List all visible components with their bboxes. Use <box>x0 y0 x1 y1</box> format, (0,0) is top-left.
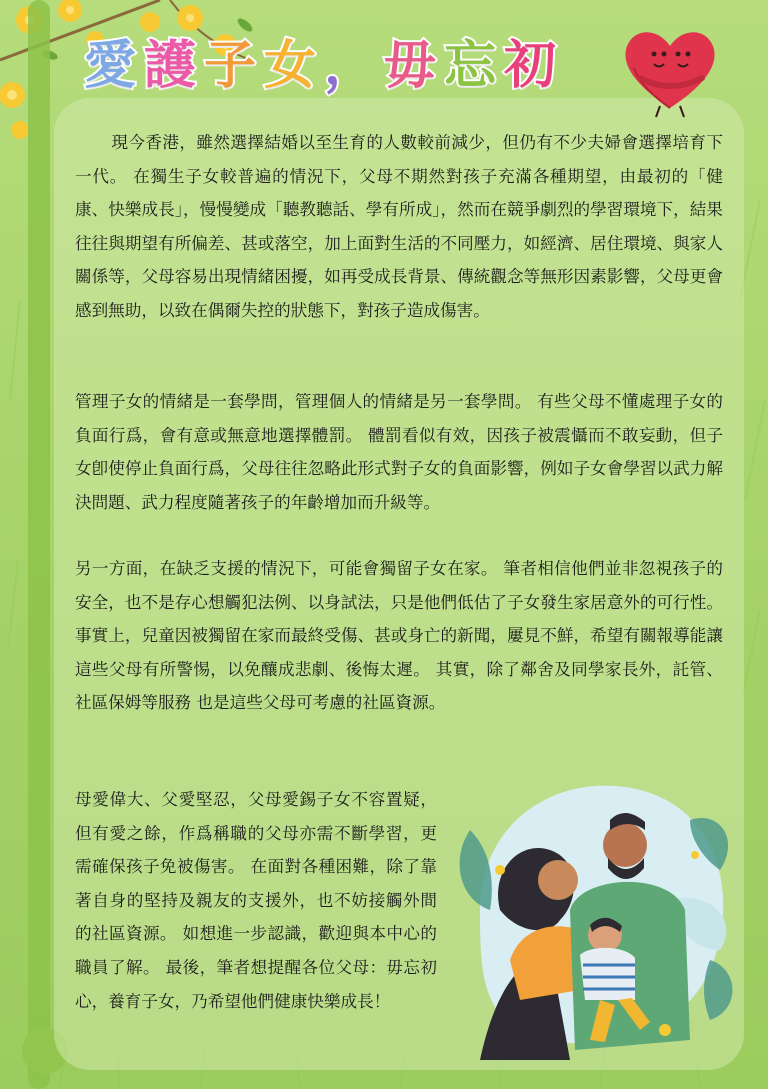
title-char: 初 <box>504 36 557 96</box>
article-paragraph-1 <box>75 126 723 328</box>
title-char: 護 <box>144 36 197 96</box>
title-char: 毋 <box>384 36 437 96</box>
article-paragraph-2: 管理子女的情緒是一套學問，管理個人的情緒是另一套學問。 有些父母不懂處理子女的負面行爲，會有意或無意地選擇體罰。 體罰看似有效，因孩子被震懾而不敢妄動，但子女卽使停止負面行爲，父母往往忽略此形式對子女的負面影響，例如子女會學習以武力解決問題、武力程度隨著孩子的年齡增加而升級等。 <box>75 392 723 512</box>
title-char: ， <box>324 36 377 96</box>
family-embrace-illustration <box>440 760 750 1060</box>
left-decor-bar <box>28 0 50 1089</box>
page-title <box>84 26 556 106</box>
title-char: 忘 <box>444 36 497 96</box>
heart-mascot-icon <box>620 22 720 118</box>
title-char: 子 <box>204 36 257 96</box>
title-char: 女 <box>264 36 317 96</box>
paragraph-text: 現今香港，雖然選擇結婚以至生育的人數較前減少，但仍有不少夫婦會選擇培育下一代。 在獨生子女較普遍的情況下，父母不期然對孩子充滿各種期望，由最初的「健康、快樂成長」，慢慢變成「聽教聽話、學有所成」，然而在競爭劇烈的學習環境下，結果往往與期望有所偏差、甚或落空，加上面對生活的不同壓力，如經濟、居住環境、與家人關係等，父母容易出現情緒困擾，如再受成長背景、傳統觀念等無形因素影響，父母更會感到無助，以致在偶爾失控的狀態下，對孩子造成傷害。 <box>75 133 723 320</box>
article-paragraph-4: 母愛偉大、父愛堅忍，父母愛錫子女不容置疑，但有愛之餘，作爲稱職的父母亦需不斷學習，更需確保孩子免被傷害。 在面對各種困難，除了靠著自身的堅持及親友的支援外，也不妨接觸外間的社區資源。 如想進一步認識，歡迎與本中心的職員了解。 最後，筆者想提醒各位父母：毋忘初心，養育子女，乃希望他們健康快樂成長！ <box>75 790 437 1011</box>
article-paragraph-3: 另一方面，在缺乏支援的情況下，可能會獨留子女在家。 筆者相信他們並非忽視孩子的安全，也不是存心想觸犯法例、以身試法，只是他們低估了子女發生家居意外的可行性。 事實上，兒童因被獨留在家而最終受傷、甚或身亡的新聞，屢見不鮮，希望有關報導能讓這些父母有所警惕，以免釀成悲劇、後悔太遲。 其實，除了鄰舍及同學家長外，託管、社區保姆等服務 也是這些父母可考慮的社區資源。 <box>75 559 723 713</box>
title-char: 愛 <box>84 36 137 96</box>
